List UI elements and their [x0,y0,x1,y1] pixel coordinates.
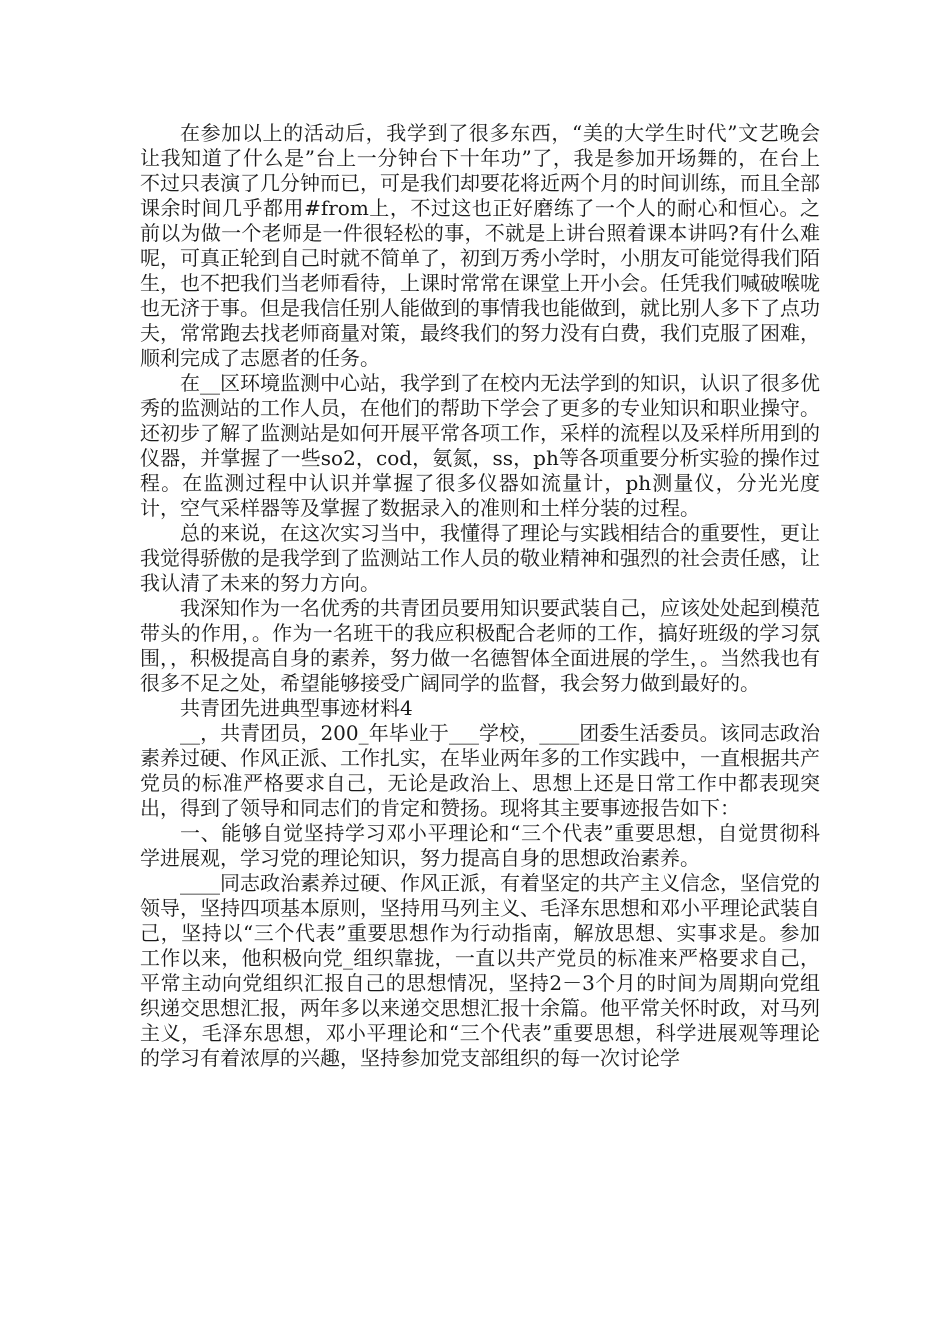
section-heading: 共青团先进典型事迹材料4 [180,696,413,720]
paragraph-internship-summary: 总的来说，在这次实习当中，我懂得了理论与实践相结合的重要性，更让我觉得骄傲的是我学到了监测站工作人员的敬业精神和强烈的社会责任感，让我认清了未来的努力方向。 [140,521,820,595]
paragraph-political-quality: ____同志政治素养过硬、作风正派，有着坚定的共产主义信念，坚信党的领导，坚持四项基本原则，坚持用马列主义、毛泽东思想和邓小平理论武装自己，坚持以“三个代表”重要思想作为行动指南，解放思想、实事求是。参加工作以来，他积极向党_组织靠拢，一直以共产党员的标准来严格要求自己，平常主动向党组织汇报自己的思想情况，坚持2－3个月的时间为周期向党组织递交思想汇报，两年多以来递交思想汇报十余篇。他平常关怀时政，对马列主义，毛泽东思想，邓小平理论和“三个代表”重要思想，科学进展观等理论的学习有着浓厚的兴趣，坚持参加党支部组织的每一次讨论学 [140,871,820,1070]
paragraph-point-one-heading: 一、能够自觉坚持学习邓小平理论和“三个代表”重要思想，自觉贯彻科学进展观，学习党的理论知识，努力提高自身的思想政治素养。 [140,821,820,870]
document-body [140,121,820,1071]
paragraph-monitoring-station: 在__区环境监测中心站，我学到了在校内无法学到的知识，认识了很多优秀的监测站的工作人员，在他们的帮助下学会了更多的专业知识和职业操守。还初步了解了监测站是如何开展平常各项工作，采样的流程以及采样所用到的仪器，并掌握了一些so2，cod，氨氮，ss，ph等各项重要分析实验的操作过程。在监测过程中认识并掌握了很多仪器如流量计，ph测量仪，分光光度计，空气采样器等及掌握了数据录入的准则和土样分装的过程。 [140,371,820,520]
paragraph-volunteer-activities: 在参加以上的活动后，我学到了很多东西，“美的大学生时代”文艺晚会让我知道了什么是”台上一分钟台下十年功”了，我是参加开场舞的，在台上不过只表演了几分钟而已，可是我们却要花将近两个月的时间训练，而且全部课余时间几乎都用#from上，不过这也正好磨练了一个人的耐心和恒心。之前以为做一个老师是一件很轻松的事，不就是上讲台照着课本讲吗?有什么难呢，可真正轮到自己时就不简单了，初到万秀小学时，小朋友可能觉得我们陌生，也不把我们当老师看待，上课时常常在课堂上开小会。任凭我们喊破喉咙也无济于事。但是我信任别人能做到的事情我也能做到，就比别人多下了点功夫，常常跑去找老师商量对策，最终我们的努力没有白费，我们克服了困难，顺利完成了志愿者的任务。 [140,121,820,370]
paragraph-member-introduction: __，共青团员，200_年毕业于___学校，____团委生活委员。该同志政治素养过硬、作风正派、工作扎实，在毕业两年多的工作实践中，一直根据共产党员的标准严格要求自己，无论是政治上、思想上还是日常工作中都表现突出，得到了领导和同志们的肯定和赞扬。现将其主要事迹报告如下： [140,721,820,820]
paragraph-self-commitment: 我深知作为一名优秀的共青团员要用知识要武装自己，应该处处起到模范带头的作用，。作为一名班干的我应积极配合老师的工作，搞好班级的学习氛围，，积极提高自身的素养，努力做一名德智体全面进展的学生，。当然我也有很多不足之处，希望能够接受广阔同学的监督，我会努力做到最好的。 [140,596,820,695]
